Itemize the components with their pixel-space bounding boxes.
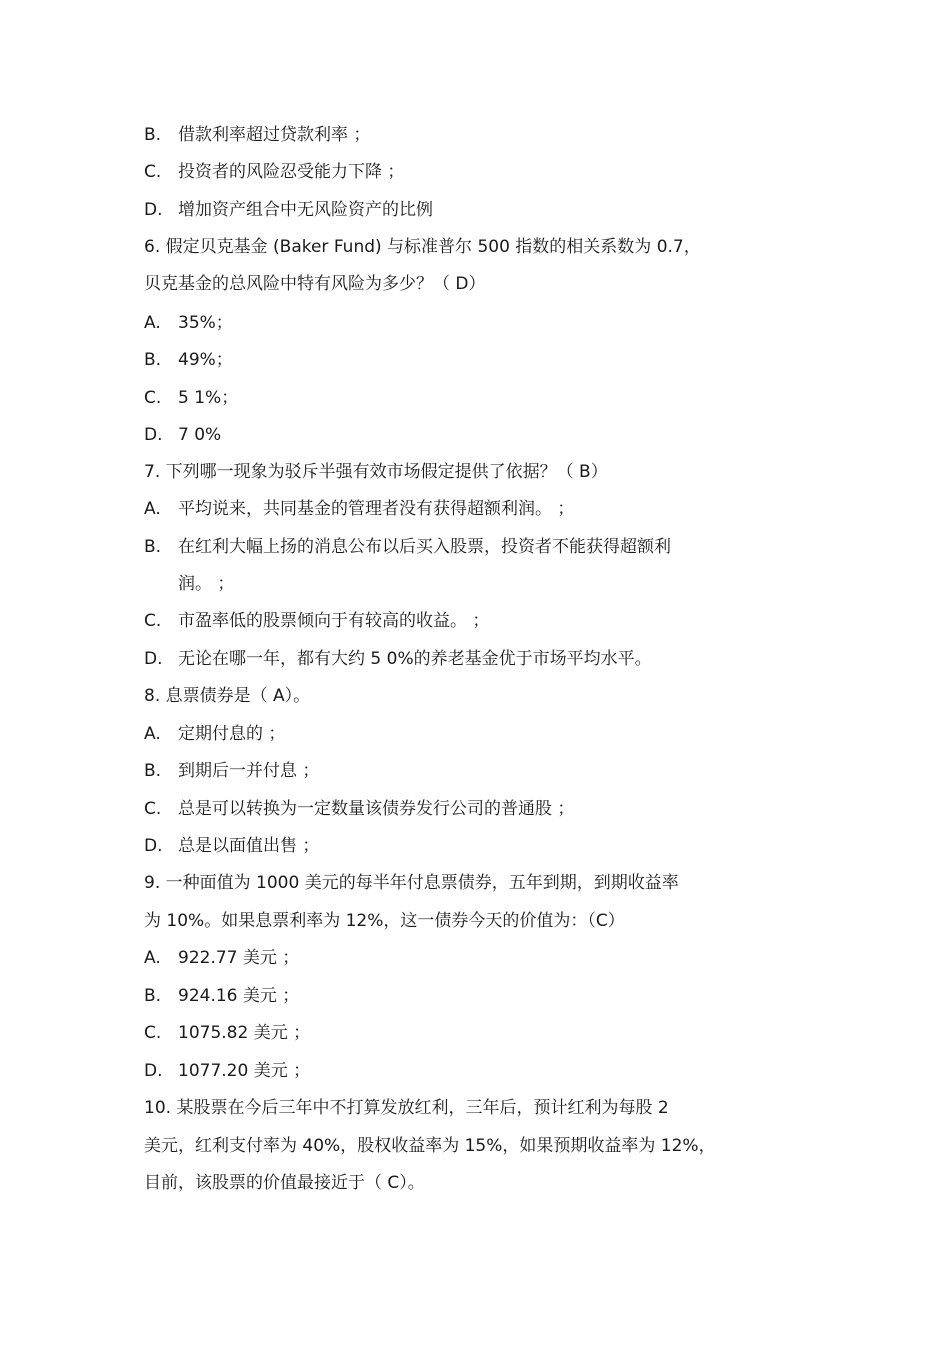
- option-letter: B.: [144, 125, 162, 145]
- q5-option-b: [144, 124, 370, 146]
- q8-option-a: [144, 723, 285, 745]
- option-text: 在红利大幅上扬的消息公布以后买入股票，投资者不能获得超额利: [178, 537, 671, 557]
- option-letter: A.: [144, 499, 161, 519]
- q10-stem-line-3: 目前，该股票的价值最接近于（ C）。: [144, 1173, 425, 1193]
- option-text: 到期后一并付息 ；: [178, 761, 320, 781]
- q7-stem: 7. 下列哪一现象为驳斥半强有效市场假定提供了依据？（ B）: [144, 462, 608, 482]
- option-letter: C.: [144, 162, 162, 182]
- q6-option-d: [144, 424, 221, 446]
- option-text: 定期付息的 ；: [178, 724, 286, 744]
- option-letter: B.: [144, 350, 162, 370]
- option-letter: C.: [144, 388, 162, 408]
- option-letter: A.: [144, 724, 161, 744]
- option-text: 无论在哪一年，都有大约 5 0%的养老基金优于市场平均水平。: [178, 649, 652, 669]
- option-letter: D.: [144, 1061, 163, 1081]
- q9-option-b: [144, 985, 299, 1007]
- q5-option-d: [144, 199, 433, 221]
- q7-option-c: [144, 610, 489, 632]
- option-text: 借款利率超过贷款利率 ；: [178, 125, 371, 145]
- option-letter: D.: [144, 649, 163, 669]
- option-text: 922.77 美元 ；: [178, 948, 300, 968]
- q8-stem: 8. 息票债券是（ A）。: [144, 686, 311, 706]
- q6-stem-line-2: 贝克基金的总风险中特有风险为多少？（ D）: [144, 274, 486, 294]
- option-letter: B.: [144, 986, 162, 1006]
- option-letter: D.: [144, 425, 163, 445]
- q9-option-a: [144, 947, 299, 969]
- option-text: 5 1%；: [178, 388, 239, 408]
- q6-option-a: [144, 312, 233, 334]
- option-letter: C.: [144, 1023, 162, 1043]
- q7-option-b: [144, 536, 671, 558]
- q6-stem-line-1: 6. 假定贝克基金 (Baker Fund) 与标准普尔 500 指数的相关系数为 0.7，: [144, 237, 701, 257]
- option-text: 924.16 美元 ；: [178, 986, 300, 1006]
- q6-option-b: [144, 349, 233, 371]
- option-text: 7 0%: [178, 425, 222, 445]
- q10-stem-line-2: 美元，红利支付率为 40%，股权收益率为 15%，如果预期收益率为 12%，: [144, 1136, 716, 1156]
- q9-stem-line-1: 9. 一种面值为 1000 美元的每半年付息票债券，五年到期，到期收益率: [144, 873, 679, 893]
- option-letter: B.: [144, 537, 162, 557]
- q8-option-d: [144, 835, 319, 857]
- option-letter: A.: [144, 948, 161, 968]
- option-text: 平均说来，共同基金的管理者没有获得超额利润。 ；: [178, 499, 575, 519]
- q8-option-c: [144, 798, 574, 820]
- option-text: 1077.20 美元 ；: [178, 1061, 311, 1081]
- option-letter: D.: [144, 836, 163, 856]
- option-text: 1075.82 美元 ；: [178, 1023, 311, 1043]
- q7-option-d: [144, 648, 652, 670]
- q7-option-a: [144, 498, 574, 520]
- q9-stem-line-2: 为 10%。如果息票利率为 12%，这一债券今天的价值为：（C）: [144, 911, 625, 931]
- option-letter: D.: [144, 200, 163, 220]
- option-text: 49%；: [178, 350, 233, 370]
- option-letter: B.: [144, 761, 162, 781]
- option-text: 总是以面值出售 ；: [178, 836, 320, 856]
- option-letter: C.: [144, 799, 162, 819]
- option-text: 总是可以转换为一定数量该债券发行公司的普通股 ；: [178, 799, 575, 819]
- q8-option-b: [144, 760, 319, 782]
- q9-option-d: [144, 1060, 310, 1082]
- option-text: 市盈率低的股票倾向于有较高的收益。 ；: [178, 611, 490, 631]
- q6-option-c: [144, 387, 238, 409]
- q10-stem-line-1: 10. 某股票在今后三年中不打算发放红利，三年后，预计红利为每股 2: [144, 1098, 669, 1118]
- option-text: 增加资产组合中无风险资产的比例: [178, 200, 433, 220]
- option-text: 投资者的风险忍受能力下降 ；: [178, 162, 405, 182]
- q9-option-c: [144, 1022, 310, 1044]
- q5-option-c: [144, 161, 404, 183]
- option-letter: C.: [144, 611, 162, 631]
- option-letter: A.: [144, 313, 161, 333]
- option-text: 35%；: [178, 313, 233, 333]
- q7-option-b-continued: 润。 ；: [178, 574, 235, 594]
